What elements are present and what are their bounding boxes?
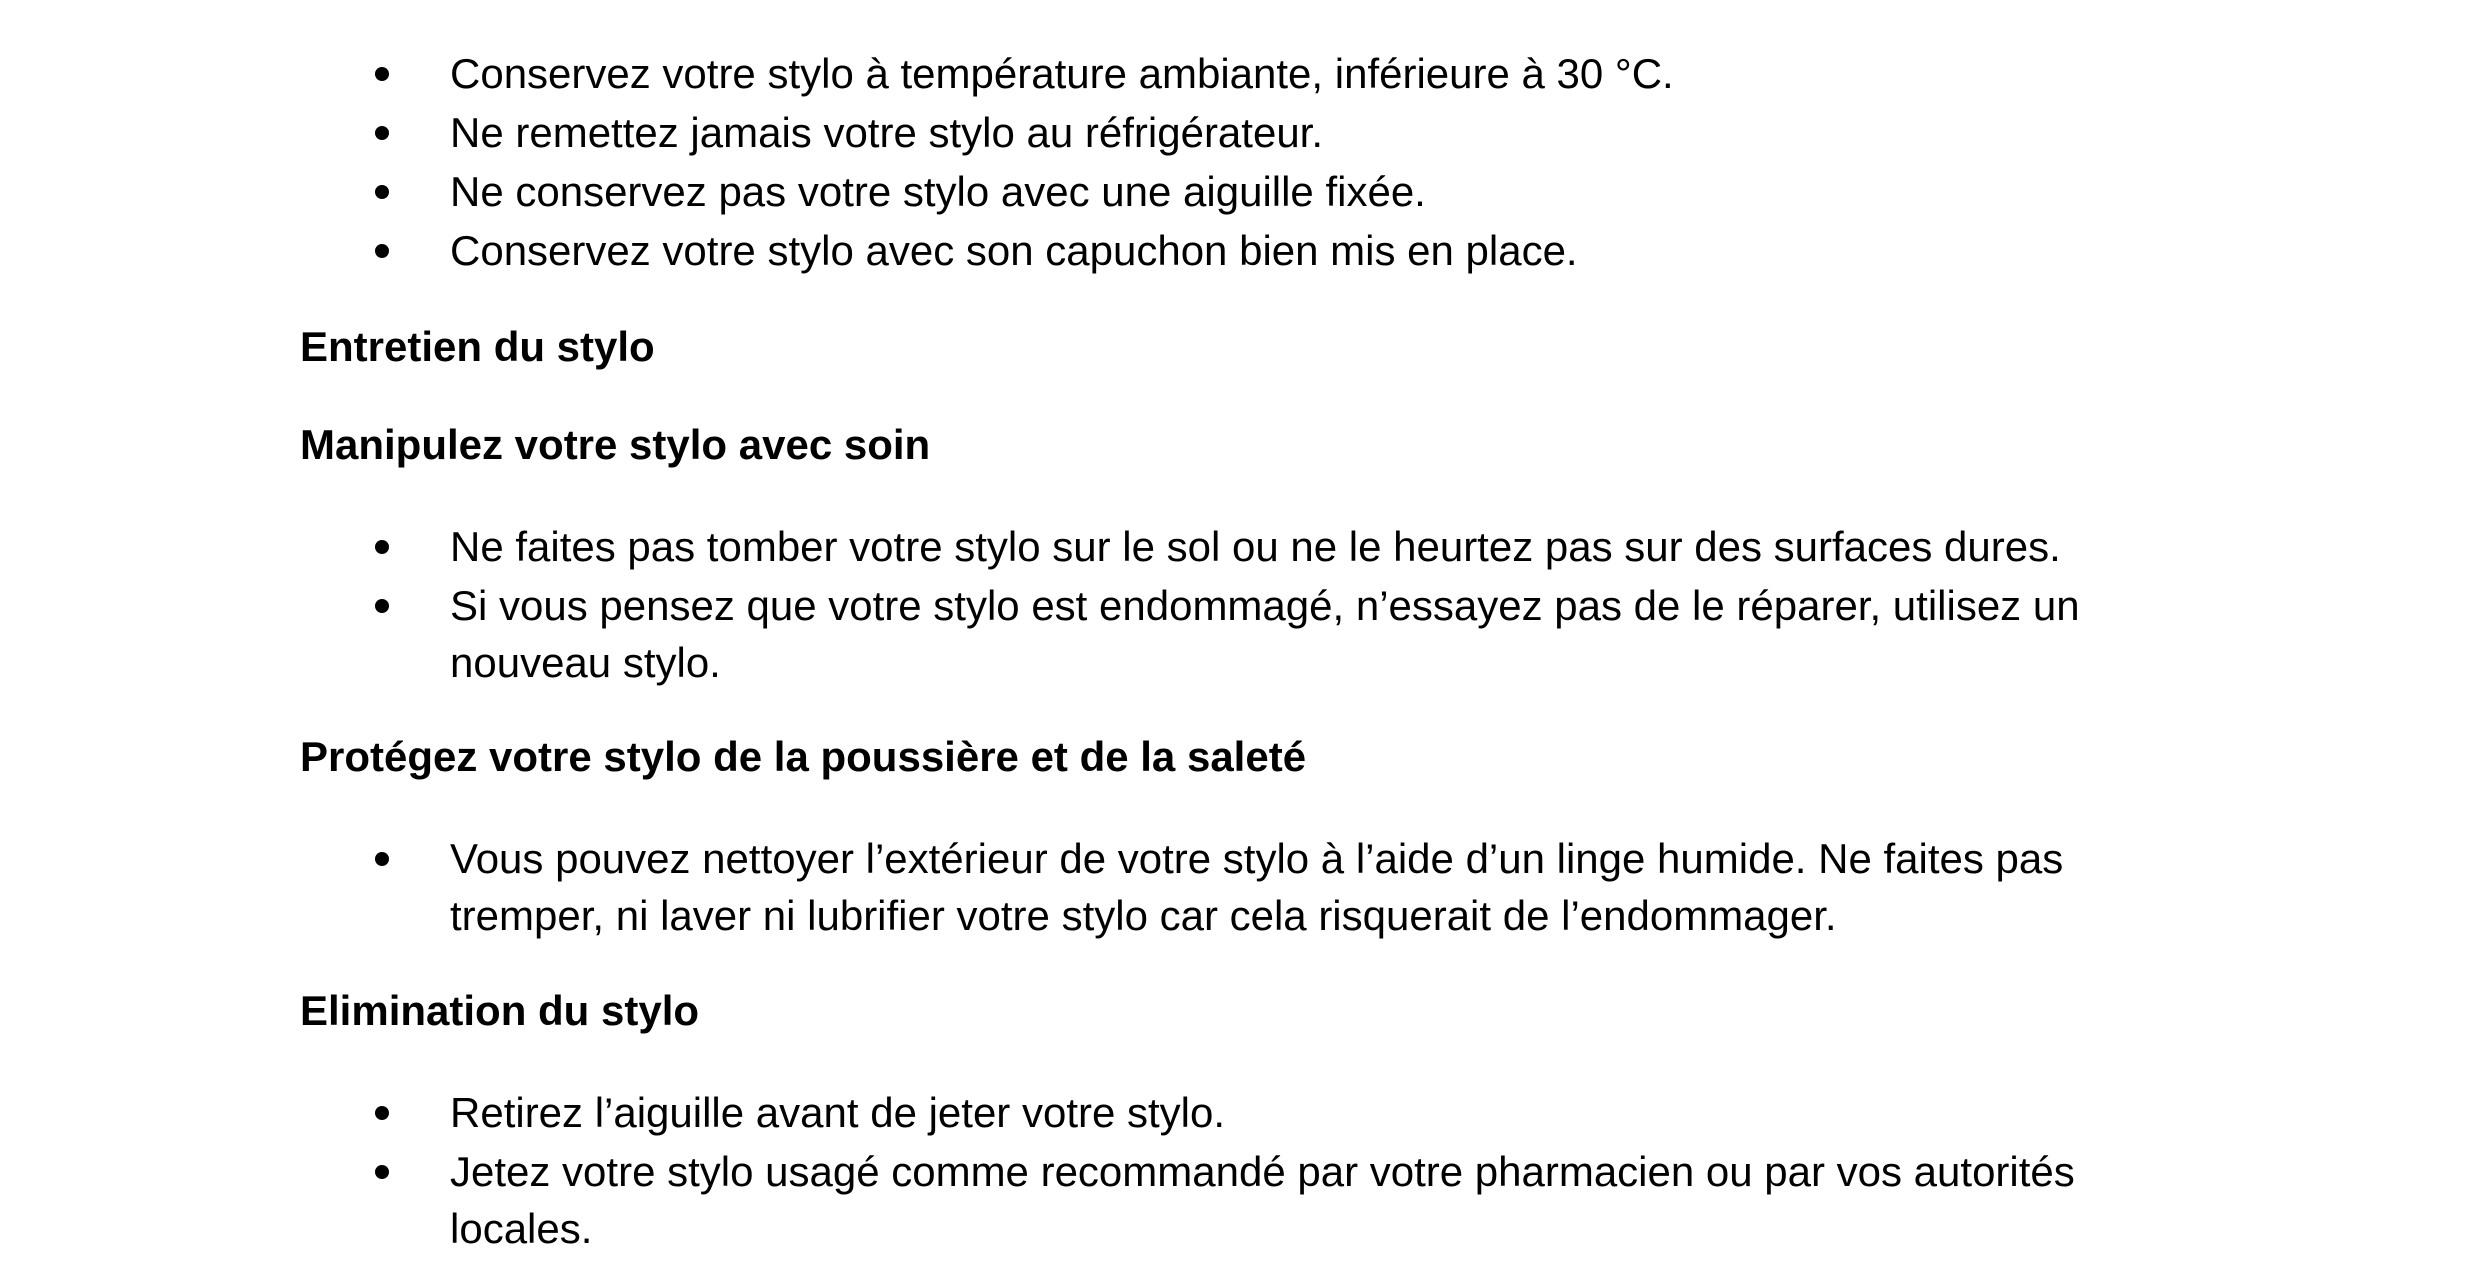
subsection-heading-protect: Protégez votre stylo de la poussière et de la saleté [300,733,1307,780]
storage-list [300,45,2200,281]
bullet-icon [375,185,389,199]
bullet-icon [375,540,389,554]
list-item-text: Vous pouvez nettoyer l’extérieur de votre stylo à l’aide d’un linge humide. Ne faites pas tremper, ni laver ni lubrifier votre stylo car cela risquerait de l’endommager. [450,835,2064,939]
list-item-text: Ne conservez pas votre stylo avec une aiguille fixée. [450,168,1426,215]
list-item-text: Conservez votre stylo à température ambiante, inférieure à 30 °C. [450,50,1674,97]
list-item [300,104,2200,161]
bullet-icon [375,1165,389,1179]
list-item [300,45,2200,102]
list-item [300,830,2200,944]
bullet-icon [375,67,389,81]
list-item-text: Retirez l’aiguille avant de jeter votre stylo. [450,1089,1226,1136]
list-item-text: Jetez votre stylo usagé comme recommandé par votre pharmacien ou par vos autorités locales. [450,1148,2075,1252]
list-item-text: Si vous pensez que votre stylo est endommagé, n’essayez pas de le réparer, utilisez un nouveau stylo. [450,582,2080,686]
bullet-icon [375,1106,389,1120]
subsection-heading-handle: Manipulez votre stylo avec soin [300,421,931,468]
bullet-icon [375,126,389,140]
list-item-text: Conservez votre stylo avec son capuchon bien mis en place. [450,227,1578,274]
bullet-icon [375,244,389,258]
handle-list [300,518,2200,693]
list-item-text: Ne remettez jamais votre stylo au réfrigérateur. [450,109,1324,156]
section-heading-disposal: Elimination du stylo [300,987,700,1034]
bullet-icon [375,599,389,613]
list-item [300,518,2200,575]
list-item [300,222,2200,279]
list-item [300,577,2200,691]
list-item [300,163,2200,220]
section-heading-care: Entretien du stylo [300,323,655,370]
disposal-list [300,1084,2200,1259]
list-item-text: Ne faites pas tomber votre stylo sur le sol ou ne le heurtez pas sur des surfaces dures. [450,523,2061,570]
list-item [300,1084,2200,1141]
protect-list [300,830,2200,946]
list-item [300,1143,2200,1257]
bullet-icon [375,852,389,866]
